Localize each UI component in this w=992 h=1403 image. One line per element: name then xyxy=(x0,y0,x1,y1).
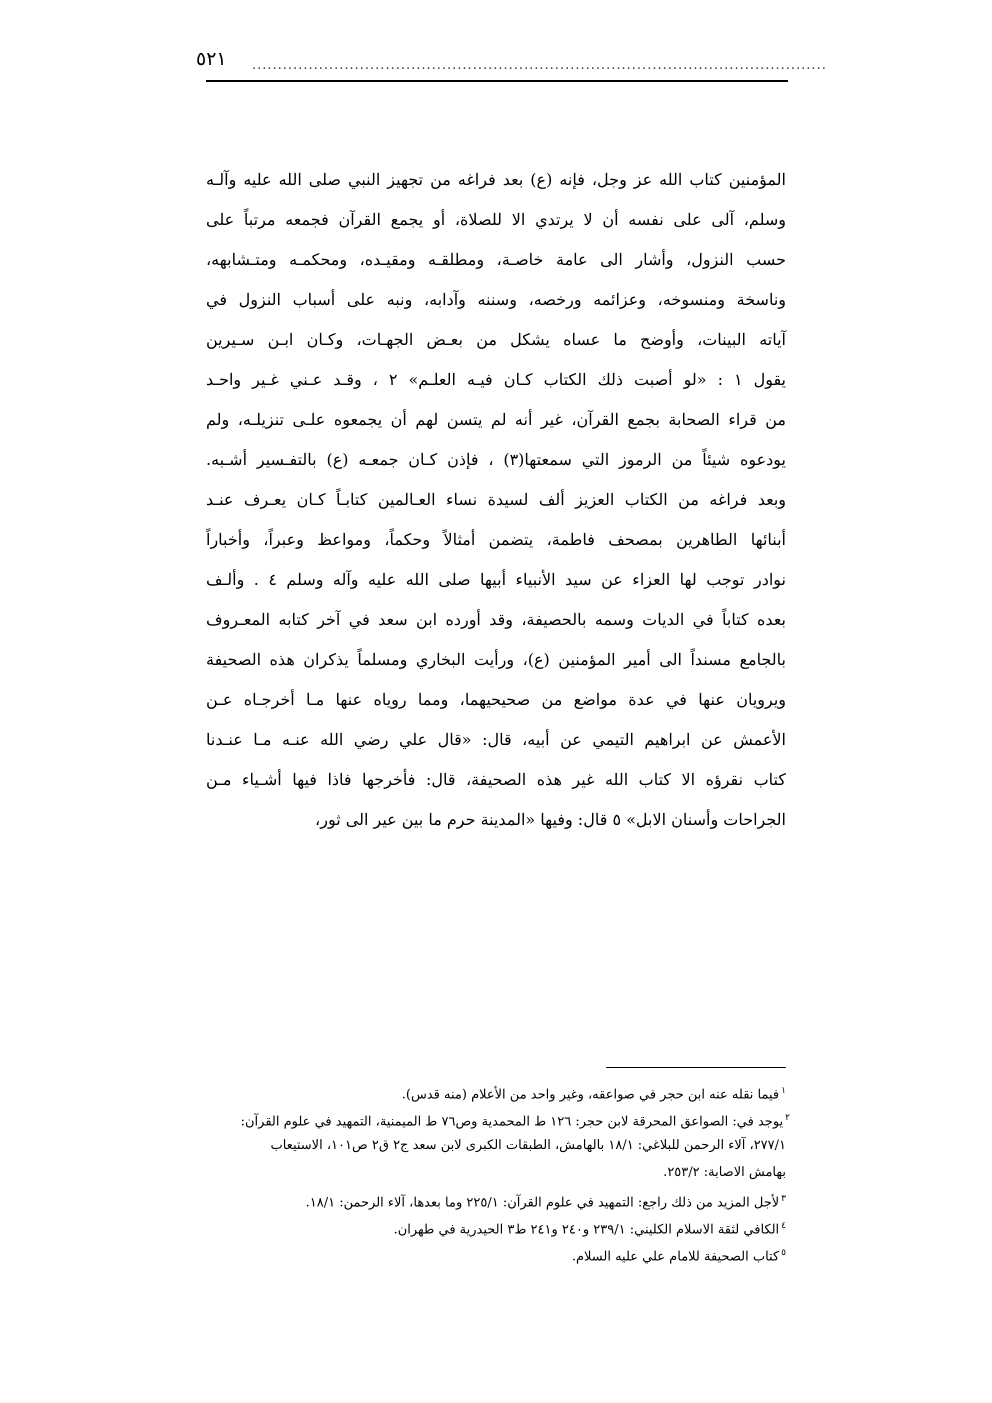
body-line: نوادر توجب لها العزاء عن سيد الأنبياء أبيها صلى الله عليه وآله وسلم ٤ . وألـف xyxy=(206,570,786,589)
footnote-1 xyxy=(190,1078,786,1105)
header-rule xyxy=(206,80,788,82)
footnote-marker: ١ xyxy=(781,1086,786,1096)
footnotes xyxy=(190,1078,790,1267)
body-line: أبنائها الطاهرين بمصحف فاطمة، يتضمن أمثالاً وحكماً، ومواعظ وعبراً، وأخباراً xyxy=(206,530,787,549)
footnote-marker: ٢ xyxy=(785,1113,790,1123)
body-line: المؤمنين كتاب الله عز وجل، فإنه (ع) بعد فراغه من تجهيز النبي صلى الله عليه وآلـه xyxy=(206,170,786,189)
header-dotted-leader: ................................................................................................................ xyxy=(252,58,827,73)
body-line: حسب النزول، وأشار الى عامة خاصـة، ومطلقـه ومقيـده، ومحكمـه ومتـشابهه، xyxy=(206,250,786,269)
footnote-text: فيما نقله عنه ابن حجر في صواعقه، وغير واحد من الأعلام (منه قدس). xyxy=(401,1087,780,1103)
footnote-2-continued xyxy=(190,1159,786,1186)
body-text xyxy=(206,160,786,840)
footnote-text: لأجل المزيد من ذلك راجع: التمهيد في علوم القرآن: ٢٢٥/١ وما بعدها، آلاء الرحمن: ١٨/١. xyxy=(305,1195,780,1211)
footnote-2-continued xyxy=(190,1132,786,1159)
body-line: ويرويان عنها في عدة مواضع من صحيحيهما، ومما روياه عنها مـا أخرجـاه عـن xyxy=(206,690,786,709)
body-line: الأعمش عن ابراهيم التيمي عن أبيه، قال: «قال علي رضي الله عنـه مـا عنـدنا xyxy=(206,730,786,749)
footnote-text: ٢٧٧/١، آلاء الرحمن للبلاغي: ١٨/١ بالهامش، الطبقات الكبرى لابن سعد ج٢ ق٢ ص١٠١، الاستيعاب xyxy=(270,1138,786,1153)
footnote-separator xyxy=(606,1067,786,1068)
body-line: بالجامع مسنداً الى أمير المؤمنين (ع)، ورأيت البخاري ومسلماً يذكران هذه الصحيفة xyxy=(206,650,786,669)
footnote-5 xyxy=(190,1240,786,1267)
footnote-2 xyxy=(190,1105,790,1132)
footnote-marker: ٣ xyxy=(781,1194,786,1204)
body-line: بعده كتاباً في الديات وسمه بالحصيفة، وقد أورده ابن سعد في آخر كتابه المعـروف xyxy=(206,610,786,629)
footnote-text: بهامش الاصابة: ٢٥٣/٢. xyxy=(663,1165,786,1180)
body-line: آياته البينات، وأوضح ما عساه يشكل من بعـض الجهـات، وكـان ابـن سـيرين xyxy=(206,330,786,349)
footnote-3 xyxy=(190,1186,786,1213)
footnote-text: كتاب الصحيفة للامام علي عليه السلام. xyxy=(571,1249,780,1265)
body-line: وبعد فراغه من الكتاب العزيز ألف لسيدة نساء العـالمين كتابـاً كـان يعـرف عنـد xyxy=(206,490,786,509)
body-line: وناسخة ومنسوخه، وعزائمه ورخصه، وسننه وآدابه، ونبه على أسباب النزول في xyxy=(206,290,786,309)
body-line: كتاب نقرؤه الا كتاب الله غير هذه الصحيفة، قال: فأخرجها فاذا فيها أشـياء مـن xyxy=(206,770,786,789)
page-number: ٥٢١ xyxy=(196,48,227,70)
body-line: من قراء الصحابة بجمع القرآن، غير أنه لم يتسن لهم أن يجمعوه علـى تنزيلـه، ولم xyxy=(206,410,786,429)
body-line: يقول ١ : «لو أصبت ذلك الكتاب كـان فيـه العلـم» ٢ ، وقـد عـني غـير واحـد xyxy=(206,370,787,389)
body-line: يودعوه شيئاً من الرموز التي سمعتها(٣) ، فإذن كـان جمعـه (ع) بالتفـسير أشـبه. xyxy=(206,450,787,469)
body-line: وسلم، آلى على نفسه أن لا يرتدي الا للصلاة، أو يجمع القرآن فجمعه مرتباً على xyxy=(206,210,786,229)
body-line: الجراحات وأسنان الابل» ٥ قال: وفيها «المدينة حرم ما بين عير الى ثور، xyxy=(315,810,786,829)
footnote-marker: ٤ xyxy=(781,1221,786,1231)
footnote-text: الكافي لثقة الاسلام الكليني: ٢٣٩/١ و٢٤٠ و٢٤١ ط٣ الحيدرية في طهران. xyxy=(393,1222,780,1238)
footnote-text: يوجد في: الصواعق المحرقة لابن حجر: ١٢٦ ط المحمدية وص٧٦ ط الميمنية، التمهيد في علوم القرآن: xyxy=(240,1114,784,1130)
footnote-marker: ٥ xyxy=(781,1248,786,1258)
footnote-4 xyxy=(190,1213,786,1240)
